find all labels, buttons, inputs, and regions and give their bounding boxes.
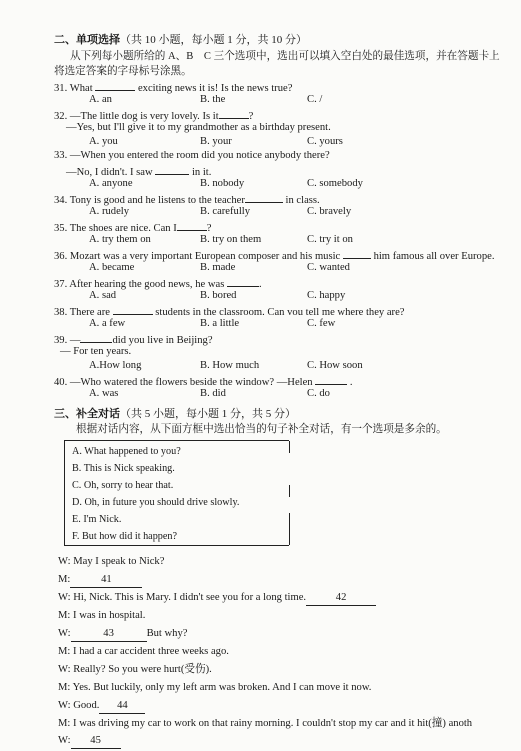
dialogue-line: W: Hi, Nick. This is Mary. I didn't see you for a long time. 42 (58, 592, 376, 606)
answer-blank-45: 45 (71, 735, 121, 749)
option-item: C. Oh, sorry to hear that. (72, 480, 174, 491)
section-2-note: （共 10 小题，每小题 1 分，共 10 分） (120, 34, 307, 46)
option-b: B. a little (200, 318, 240, 329)
option-a: A. was (89, 388, 119, 399)
option-b: B. try on them (200, 234, 262, 245)
dialogue-line: M: I had a car accident three weeks ago. (58, 646, 229, 657)
answer-blank (343, 248, 371, 259)
option-b: B. carefully (200, 206, 251, 217)
dialogue-line: W: 45 (58, 735, 121, 749)
question-31: 31. What exciting news it is! Is the news true? (54, 80, 292, 96)
question-40: 40. —Who watered the flowers beside the window? —Helen . (54, 374, 353, 390)
section-3-title (54, 408, 296, 421)
option-a: A. sad (89, 290, 117, 301)
question-32: 32. —The little dog is very lovely. Is it ? (54, 108, 253, 124)
question-32-reply: —Yes, but I'll give it to my grandmother as a birthday present. (66, 122, 331, 133)
option-b: B. How much (200, 360, 260, 371)
option-a: A. try them on (89, 234, 151, 245)
question-39: 39. — did you live in Beijing? (54, 332, 213, 348)
option-a: A. became (89, 262, 135, 273)
answer-blank (219, 108, 249, 119)
option-c: C. yours (307, 136, 343, 147)
option-a: A. rudely (89, 206, 130, 217)
answer-blank (315, 374, 347, 385)
option-item: B. This is Nick speaking. (72, 463, 175, 474)
option-a: A. a few (89, 318, 126, 329)
section-3-heading: 三、补全对话 (54, 408, 120, 420)
answer-blank-41: 41 (70, 574, 142, 588)
question-38: 38. There are students in the classroom. Can vou tell me where they are? (54, 304, 404, 320)
question-36: 36. Mozart was a very important European composer and his music him famous all over Europe. (54, 248, 494, 264)
dialogue-line: W: 43 But why? (58, 628, 187, 642)
option-c: C. / (307, 94, 323, 105)
answer-blank (95, 80, 135, 91)
option-c: C. do (307, 388, 330, 399)
question-34: 34. Tony is good and he listens to the teacher in class. (54, 192, 320, 208)
box-edge (289, 441, 290, 453)
answer-blank (227, 276, 259, 287)
option-c: C. try it on (307, 234, 353, 245)
answer-blank (245, 192, 283, 203)
answer-blank (155, 164, 189, 175)
option-c: C. somebody (307, 178, 363, 189)
answer-blank-43: 43 (71, 628, 147, 642)
section-3-note: （共 5 小题，每小题 1 分，共 5 分） (120, 408, 296, 420)
dialogue-line: W: Really? So you were hurt(受伤). (58, 664, 212, 675)
box-edge (289, 513, 290, 545)
dialogue-line: W: Good. 44 (58, 700, 145, 714)
section-2-title (54, 34, 307, 47)
option-c: C. happy (307, 290, 346, 301)
answer-blank (113, 304, 153, 315)
options-box (64, 440, 289, 546)
option-a: A. you (89, 136, 118, 147)
dialogue-line: M: 41 (58, 574, 142, 588)
section-2-instruction-cont: 将选定答案的字母标号涂黑。 (54, 66, 192, 77)
option-b: B. bored (200, 290, 237, 301)
section-3-instruction: 根据对话内容，从下面方框中选出恰当的句子补全对话，有一个选项是多余的。 (76, 424, 447, 435)
question-35: 35. The shoes are nice. Can I ? (54, 220, 211, 236)
dialogue-line: M: I was driving my car to work on that rainy morning. I couldn't stop my car and it hit(撞) anoth (58, 718, 473, 729)
option-a: A.How long (89, 360, 142, 371)
option-a: A. anyone (89, 178, 133, 189)
box-edge (289, 485, 290, 497)
option-c: C. How soon (307, 360, 363, 371)
question-39-reply: — For ten years. (60, 346, 132, 357)
option-c: C. wanted (307, 262, 350, 273)
option-item: D. Oh, in future you should drive slowly. (72, 497, 240, 508)
option-b: B. the (200, 94, 226, 105)
answer-blank-42: 42 (306, 592, 376, 606)
option-item: F. But how did it happen? (72, 531, 178, 542)
question-37: 37. After hearing the good news, he was . (54, 276, 262, 292)
question-33: 33. —When you entered the room did you notice anybody there? (54, 150, 330, 161)
option-b: B. your (200, 136, 232, 147)
option-c: C. few (307, 318, 336, 329)
dialogue-line: W: May I speak to Nick? (58, 556, 165, 567)
option-b: B. made (200, 262, 236, 273)
option-a: A. an (89, 94, 112, 105)
answer-blank (80, 332, 112, 343)
option-item: E. I'm Nick. (72, 514, 122, 525)
option-b: B. did (200, 388, 226, 399)
section-2-instruction: 从下列每小题所给的 A、B C 三个选项中，选出可以填入空白处的最佳选项，并在答题卡上 (70, 51, 500, 62)
option-b: B. nobody (200, 178, 245, 189)
section-2-heading: 二、单项选择 (54, 34, 120, 46)
dialogue-line: M: I was in hospital. (58, 610, 146, 621)
question-33-reply: —No, I didn't. I saw in it. (66, 164, 211, 180)
dialogue-line: M: Yes. But luckily, only my left arm was broken. And I can move it now. (58, 682, 372, 693)
option-item: A. What happened to you? (72, 446, 181, 457)
option-c: C. bravely (307, 206, 352, 217)
answer-blank-44: 44 (99, 700, 145, 714)
answer-blank (177, 220, 207, 231)
